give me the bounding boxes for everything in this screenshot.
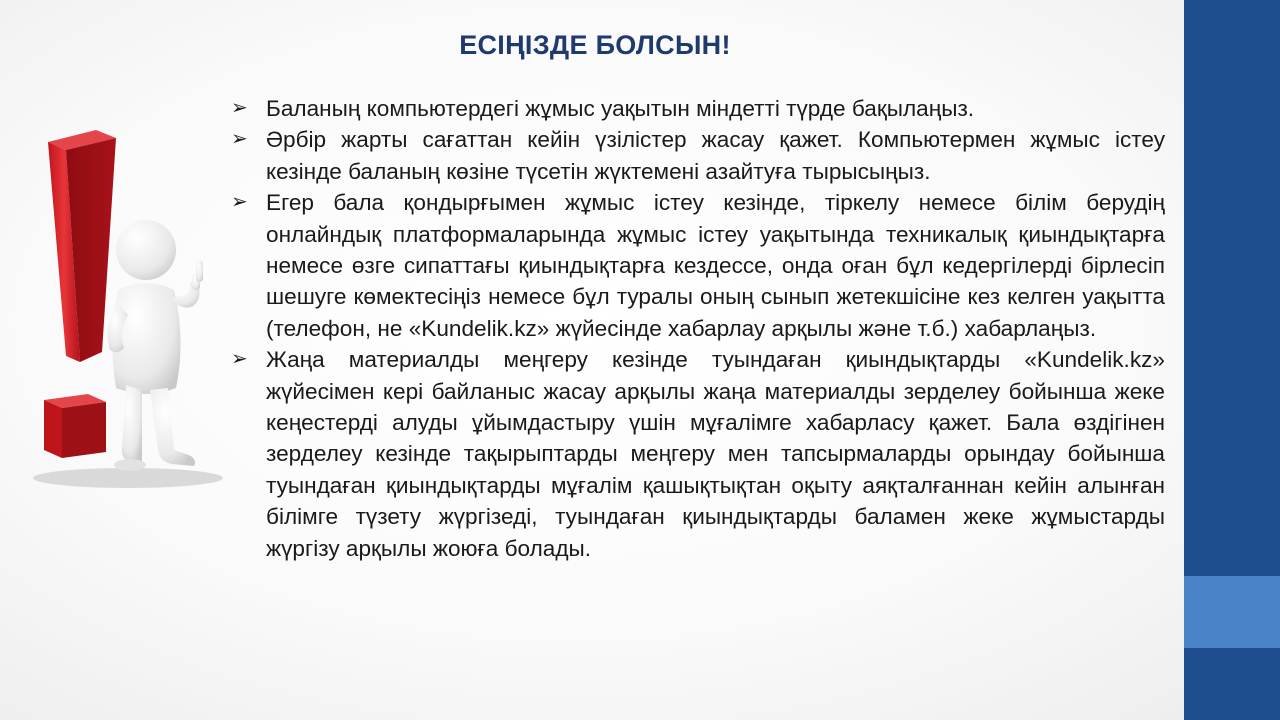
bullet-list bbox=[228, 93, 1165, 564]
bullet-item bbox=[228, 344, 1165, 564]
content-area bbox=[228, 93, 1165, 564]
right-band-accent-block bbox=[1184, 576, 1280, 648]
exclamation-mark-icon bbox=[44, 130, 116, 458]
arrow-bullet-icon: ➢ bbox=[231, 348, 248, 371]
slide-title: ЕСІҢІЗДЕ БОЛСЫН! bbox=[459, 30, 731, 60]
arrow-bullet-icon: ➢ bbox=[231, 191, 248, 214]
bullet-text: Жаңа материалды меңгеру кезінде туындаған қиындықтарды «Kundelik.kz» жүйесімен кері байланыс жасау арқылы жаңа материалды зерделеу бойынша жеке кеңестерді алуды ұйымдастыру үшін мұғалімге хабарласу қажет. Бала өздігінен зерделеу кезінде тақырыптарды меңгеру мен тапсырмаларды орындау бойынша туындаған қиындықтарды мұғалім қашықтықтан оқыту аяқталғаннан кейін алынған білімге түзету жүргізеді, туындаған қиындықтарды баламен жеке жұмыстарды жүргізу арқылы жоюға болады. bbox=[266, 347, 1165, 561]
ground-shadow bbox=[33, 468, 223, 488]
bullet-item bbox=[228, 187, 1165, 344]
bullet-item bbox=[228, 93, 1165, 124]
bullet-text: Әрбір жарты сағаттан кейін үзілістер жасау қажет. Компьютермен жұмыс істеу кезінде баланың көзіне түсетін жүктемені азайтуға тырысыңыз. bbox=[266, 127, 1165, 184]
arrow-bullet-icon: ➢ bbox=[231, 128, 248, 151]
bullet-item bbox=[228, 124, 1165, 187]
thinking-figure-icon bbox=[108, 220, 203, 471]
bullet-text: Егер бала қондырғымен жұмыс істеу кезінде, тіркелу немесе білім берудің онлайндық платформаларында жұмыс істеу уақытында техникалық қиындықтарға немесе өзге сипаттағы қиындықтарға кездессе, онда оған бұл кедергілерді бірлесіп шешуге көмектесіңіз немесе бұл туралы оның сынып жетекшісіне кез келген уақытта (телефон, не «Kundelik.kz» жүйесінде хабарлау арқылы және т.б.) хабарлаңыз. bbox=[266, 190, 1165, 341]
arrow-bullet-icon: ➢ bbox=[231, 97, 248, 119]
bullet-text: Баланың компьютердегі жұмыс уақытын міндетті түрде бақылаңыз. bbox=[266, 96, 975, 121]
exclamation-figure-illustration bbox=[18, 100, 233, 500]
